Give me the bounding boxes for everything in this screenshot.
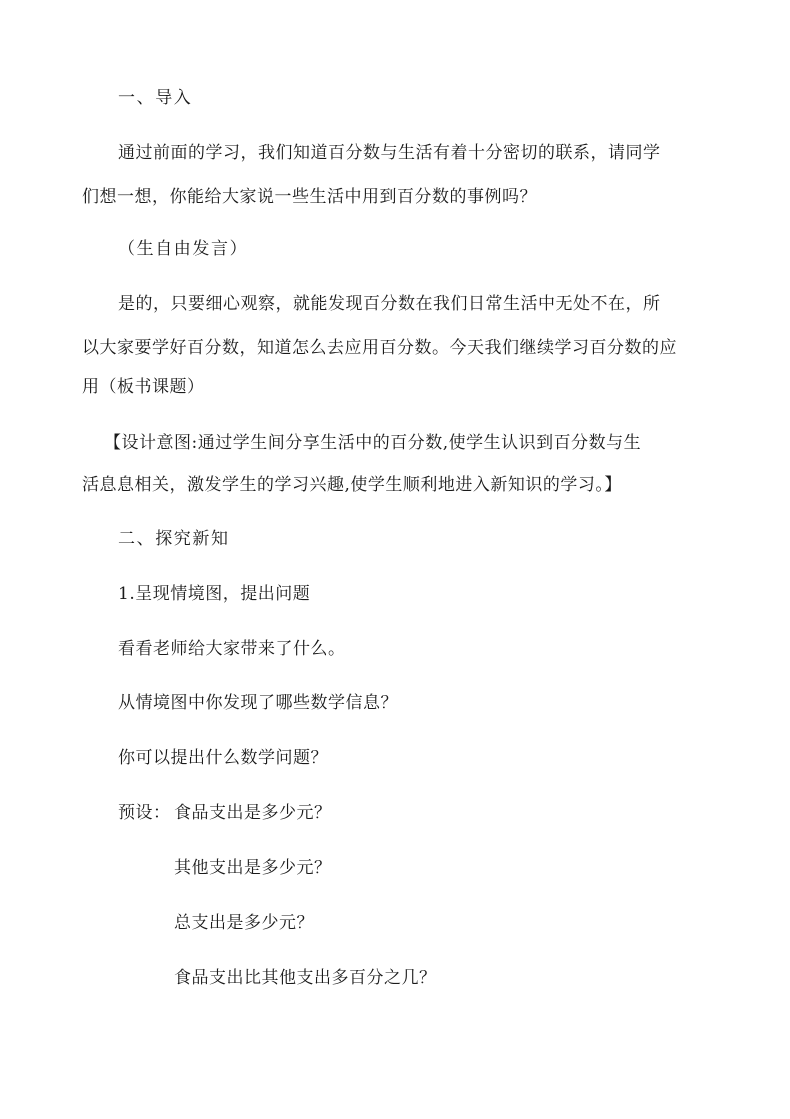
step-1-heading: 1.呈现情境图，提出问题 — [118, 584, 311, 604]
intro-paragraph-3-line-1: 是的，只要细心观察，就能发现百分数在我们日常生活中无处不在，所 — [118, 294, 661, 314]
preset-item-2: 其他支出是多少元？ — [174, 858, 332, 878]
design-intent-line-2: 活息息相关，激发学生的学习兴趣,使学生顺利地进入新知识的学习。】 — [82, 475, 622, 495]
step-1-paragraph-2: 从情境图中你发现了哪些数学信息？ — [118, 693, 398, 713]
section-heading-intro: 一、导入 — [118, 88, 193, 108]
step-1-paragraph-1: 看看老师给大家带来了什么。 — [118, 639, 346, 659]
intro-paragraph-3-line-3: 用（板书课题） — [82, 377, 205, 397]
preset-item-1: 食品支出是多少元？ — [174, 803, 332, 823]
intro-paragraph-1-line-2: 们想一想，你能给大家说一些生活中用到百分数的事例吗？ — [82, 187, 537, 207]
intro-paragraph-1-line-1: 通过前面的学习，我们知道百分数与生活有着十分密切的联系，请同学 — [118, 143, 661, 163]
presets-label: 预设： — [118, 803, 171, 823]
intro-paragraph-3-line-2: 以大家要学好百分数，知道怎么去应用百分数。今天我们继续学习百分数的应 — [82, 338, 677, 358]
preset-item-3: 总支出是多少元？ — [174, 913, 314, 933]
design-intent-line-1: 【设计意图:通过学生间分享生活中的百分数,使学生认识到百分数与生 — [104, 433, 642, 453]
step-1-paragraph-3: 你可以提出什么数学问题？ — [118, 748, 328, 768]
section-heading-explore: 二、探究新知 — [118, 529, 230, 549]
intro-paragraph-2: （生自由发言） — [118, 239, 249, 259]
preset-item-4: 食品支出比其他支出多百分之几？ — [174, 968, 437, 988]
